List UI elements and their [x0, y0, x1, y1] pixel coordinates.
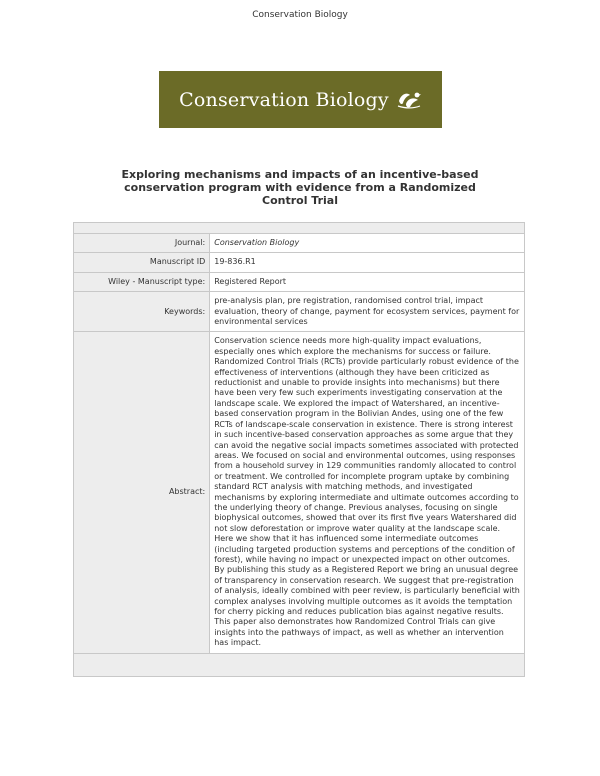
abstract-label: Abstract: [74, 332, 210, 653]
manuscript-title [100, 168, 500, 207]
manuscript-type-row [74, 272, 525, 291]
journal-row [74, 234, 525, 253]
banner-journal-name: Conservation Biology [179, 88, 389, 111]
manuscript-metadata-table [73, 222, 525, 677]
leaf-bird-logo-icon [396, 89, 422, 111]
manuscript-id-value: 19-836.R1 [210, 253, 525, 272]
title-line-2: conservation program with evidence from a Randomized [124, 181, 476, 194]
table-footer-cell [74, 653, 525, 676]
abstract-value: Conservation science needs more high-quality impact evaluations, especially ones which explore the mechanisms for success or failure. Randomized Control Trials (RCTs) provide particularly robust evidence of the effectiveness of interventions (although they have been criticized as reductionist and unable to provide insights into mechanisms) but there have been very few such experiments investigating conservation at the landscape scale. We explored the impact of Watershared, an incentive-based conservation program in the Bolivian Andes, using one of the few RCTs of landscape-scale conservation in existence. There is strong interest in such incentive-based conservation approaches as some argue that they can avoid the negative social impacts sometimes associated with protected areas. We focused on social and environmental outcomes, using responses from a household survey in 129 communities randomly allocated to control or treatment. We controlled for incomplete program uptake by combining standard RCT analysis with matching methods, and investigated mechanisms by exploring intermediate and ultimate outcomes according to the underlying theory of change. Previous analyses, focusing on single biophysical outcomes, showed that over its first five years Watershared did not slow deforestation or improve water quality at the landscape scale. Here we show that it has influenced some intermediate outcomes (including targeted production systems and perceptions of the condition of forest), while having no impact or unexpected impact on other outcomes. By publishing this study as a Registered Report we bring an unusual degree of transparency in conservation research. We suggest that pre-registration of analysis, ideally combined with peer review, is particularly beneficial with complex analyses involving multiple outcomes as it avoids the temptation for cherry picking and reduces publication bias against negative results. This paper also demonstrates how Randomized Control Trials can give insights into the pathways of impact, as well as whether an intervention has impact. [210, 332, 525, 653]
title-line-3: Control Trial [262, 194, 338, 207]
journal-banner [159, 71, 442, 128]
running-header: Conservation Biology [252, 10, 348, 20]
table-header-row [74, 223, 525, 234]
manuscript-type-value: Registered Report [210, 272, 525, 291]
manuscript-type-label: Wiley - Manuscript type: [74, 272, 210, 291]
journal-label: Journal: [74, 234, 210, 253]
keywords-row [74, 292, 525, 332]
table-header-cell [74, 223, 525, 234]
keywords-label: Keywords: [74, 292, 210, 332]
manuscript-id-row [74, 253, 525, 272]
journal-value: Conservation Biology [210, 234, 525, 253]
keywords-value: pre-analysis plan, pre registration, randomised control trial, impact evaluation, theory of change, payment for ecosystem services, payment for environmental services [210, 292, 525, 332]
table-footer-row [74, 653, 525, 676]
abstract-row [74, 332, 525, 653]
manuscript-id-label: Manuscript ID [74, 253, 210, 272]
title-line-1: Exploring mechanisms and impacts of an incentive-based [121, 168, 479, 181]
